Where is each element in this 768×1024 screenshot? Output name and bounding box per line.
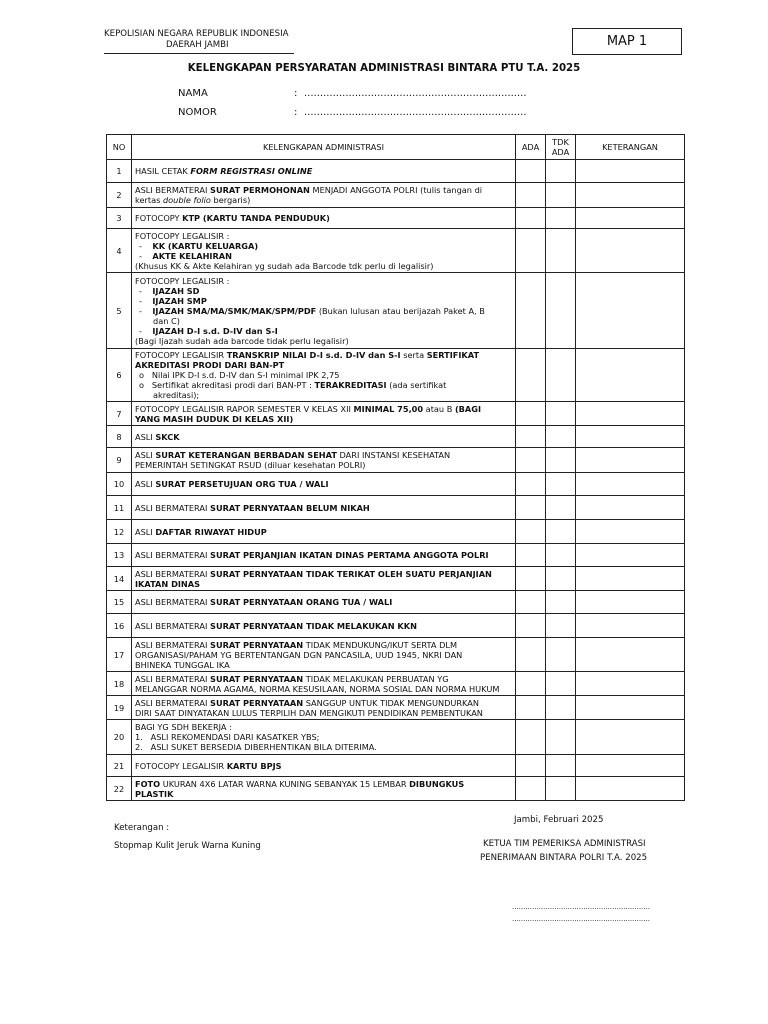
table-row (107, 544, 685, 567)
requirement-description (132, 544, 516, 567)
signature-line-name: .............................................................. (512, 903, 650, 911)
description-text: Sertifikat akreditasi prodi dari BAN-PT : (151, 380, 315, 390)
requirement-description (132, 448, 516, 473)
row-number: 7 (107, 402, 132, 426)
description-text: BAGI YG SDH BEKERJA : (135, 722, 232, 732)
keterangan-cell (576, 672, 685, 696)
description-text: TERAKREDITASI (314, 380, 387, 390)
requirement-description (132, 567, 516, 591)
organization-header (104, 29, 294, 51)
ada-checkbox-cell (516, 567, 546, 591)
description-line (135, 684, 512, 694)
signatory-title-1: KETUA TIM PEMERIKSA ADMINISTRASI (483, 839, 646, 849)
header-no: NO (107, 135, 132, 160)
description-text: ASLI BERMATERAI (135, 568, 211, 579)
description-text: PLASTIK (135, 788, 174, 799)
description-text: o (139, 370, 152, 380)
description-text: SURAT PERMOHONAN (210, 185, 310, 195)
note-label: Keterangan : (114, 823, 170, 833)
description-line (135, 569, 512, 579)
description-text: 2. ASLI SUKET BERSEDIA DIBERHENTIKAN BILA DITERIMA. (135, 742, 377, 752)
description-text: - (139, 285, 153, 296)
description-line (135, 779, 512, 789)
place-date: Jambi, Februari 2025 (514, 815, 604, 825)
table-row (107, 614, 685, 638)
table-row (107, 426, 685, 448)
row-number: 22 (107, 777, 132, 801)
tdk-ada-checkbox-cell (546, 777, 576, 801)
tdk-ada-checkbox-cell (546, 208, 576, 229)
description-line (135, 261, 512, 271)
tdk-ada-checkbox-cell (546, 696, 576, 720)
description-line (135, 640, 512, 650)
description-text: 1. ASLI REKOMENDASI DARI KASATKER YBS; (135, 732, 320, 742)
description-text: akreditasi); (153, 390, 200, 400)
keterangan-cell (576, 229, 685, 273)
description-line (135, 296, 512, 306)
table-row (107, 638, 685, 672)
row-number: 17 (107, 638, 132, 672)
name-dots: ...................................................................... (304, 88, 527, 99)
description-text: YANG MASIH DUDUK DI KELAS XII) (135, 413, 294, 424)
description-line (135, 660, 512, 670)
table-row (107, 720, 685, 755)
requirement-description (132, 720, 516, 755)
requirement-description (132, 208, 516, 229)
number-dots: ...................................................................... (304, 107, 527, 118)
note-text: Stopmap Kulit Jeruk Warna Kuning (114, 841, 261, 851)
keterangan-cell (576, 160, 685, 183)
keterangan-cell (576, 591, 685, 614)
ada-checkbox-cell (516, 160, 546, 183)
table-row (107, 567, 685, 591)
description-text: ASLI BERMATERAI (135, 185, 211, 195)
tdk-ada-checkbox-cell (546, 496, 576, 520)
description-text: dan C) (153, 315, 180, 326)
description-text: MELANGGAR NORMA AGAMA, NORMA KESUSILAAN, NORMA SOSIAL DAN NORMA HUKUM (135, 683, 500, 694)
description-text: SURAT PERNYATAAN (210, 697, 304, 708)
table-row (107, 672, 685, 696)
description-text: KTP (KARTU TANDA PENDUDUK) (182, 213, 330, 223)
keterangan-cell (576, 448, 685, 473)
description-text: MENJADI ANGGOTA POLRI (tulis tangan di (309, 185, 483, 195)
description-text: ASLI BERMATERAI (135, 597, 211, 607)
row-number: 9 (107, 448, 132, 473)
table-row (107, 208, 685, 229)
row-number: 10 (107, 473, 132, 496)
table-row (107, 496, 685, 520)
tdk-ada-checkbox-cell (546, 567, 576, 591)
description-text: ASLI BERMATERAI (135, 673, 211, 684)
ada-checkbox-cell (516, 426, 546, 448)
header-keterangan: KETERANGAN (576, 135, 685, 160)
description-text: ASLI (135, 479, 156, 489)
tdk-ada-checkbox-cell (546, 160, 576, 183)
description-text: FOTOCOPY (135, 213, 183, 223)
description-line (135, 370, 512, 380)
ada-checkbox-cell (516, 273, 546, 349)
description-text: ASLI BERMATERAI (135, 639, 211, 650)
number-label: NOMOR (178, 107, 217, 118)
description-text: ASLI (135, 526, 156, 537)
description-line (135, 241, 512, 251)
ada-checkbox-cell (516, 755, 546, 777)
name-label: NAMA (178, 88, 208, 99)
description-line (135, 166, 512, 176)
ada-checkbox-cell (516, 183, 546, 208)
table-row (107, 349, 685, 402)
description-text: - (139, 240, 153, 251)
number-colon: : (294, 107, 298, 118)
description-text: (Bagi Ijazah sudah ada barcode tidak perlu legalisir) (135, 335, 349, 346)
description-text: ASLI BERMATERAI (135, 697, 211, 708)
description-text: IJAZAH D-I s.d. D-IV dan S-I (152, 325, 278, 336)
description-text: IKATAN DINAS (135, 578, 201, 589)
ada-checkbox-cell (516, 672, 546, 696)
header-tdk-ada-2: ADA (551, 147, 570, 157)
description-text: SURAT PERNYATAAN ORANG TUA / WALI (210, 597, 393, 607)
description-text: TIDAK MELAKUKAN PERBUATAN YG (303, 673, 449, 684)
tdk-ada-checkbox-cell (546, 229, 576, 273)
description-text: MINIMAL 75,00 (353, 403, 424, 414)
description-line (135, 597, 512, 607)
header-ada: ADA (516, 135, 546, 160)
keterangan-cell (576, 183, 685, 208)
description-line (135, 650, 512, 660)
description-text: ASLI BERMATERAI (135, 502, 211, 513)
description-text: TIDAK MENDUKUNG/IKUT SERTA DLM (303, 639, 458, 650)
description-text: SANGGUP UNTUK TIDAK MENGUNDURKAN (303, 697, 480, 708)
description-text: serta (400, 350, 427, 360)
description-line (135, 380, 512, 390)
ada-checkbox-cell (516, 777, 546, 801)
keterangan-cell (576, 208, 685, 229)
table-row (107, 696, 685, 720)
description-line (135, 579, 512, 589)
table-row (107, 160, 685, 183)
table-row (107, 402, 685, 426)
description-line (135, 674, 512, 684)
description-text: SURAT PERNYATAAN (210, 673, 304, 684)
description-line (135, 708, 512, 718)
ada-checkbox-cell (516, 638, 546, 672)
tdk-ada-checkbox-cell (546, 614, 576, 638)
description-text: Nilai IPK D-I s.d. D-IV dan S-I minimal IPK 2,75 (151, 370, 340, 380)
row-number: 6 (107, 349, 132, 402)
table-row (107, 473, 685, 496)
description-text: FOTOCOPY LEGALISIR : (135, 275, 230, 286)
requirement-description (132, 496, 516, 520)
description-line (135, 306, 512, 316)
keterangan-cell (576, 720, 685, 755)
requirement-description (132, 638, 516, 672)
description-text: PEMERINTAH SETINGKAT RSUD (diluar kesehatan POLRI) (135, 460, 366, 470)
tdk-ada-checkbox-cell (546, 349, 576, 402)
requirement-description (132, 473, 516, 496)
requirement-description (132, 591, 516, 614)
ada-checkbox-cell (516, 496, 546, 520)
description-line (135, 722, 512, 732)
description-text: SURAT PERNYATAAN (210, 639, 304, 650)
ada-checkbox-cell (516, 720, 546, 755)
table-row (107, 591, 685, 614)
signature-line-rank: .............................................................. (512, 915, 650, 923)
tdk-ada-checkbox-cell (546, 638, 576, 672)
description-text: SERTIFIKAT (426, 350, 480, 360)
description-text: SURAT PERSETUJUAN ORG TUA / WALI (155, 479, 329, 489)
description-text: BHINEKA TUNGGAL IKA (135, 659, 230, 670)
number-field (178, 107, 558, 119)
description-text: ASLI BERMATERAI (135, 550, 211, 560)
requirement-description (132, 349, 516, 402)
row-number: 12 (107, 520, 132, 544)
keterangan-cell (576, 349, 685, 402)
ada-checkbox-cell (516, 696, 546, 720)
requirement-description (132, 755, 516, 777)
description-text: atau B (423, 403, 455, 414)
table-row (107, 755, 685, 777)
description-text: SURAT PERNYATAAN TIDAK MELAKUKAN KKN (210, 620, 417, 631)
document-title: KELENGKAPAN PERSYARATAN ADMINISTRASI BINTARA PTU T.A. 2025 (187, 63, 581, 74)
keterangan-cell (576, 426, 685, 448)
description-text: DAFTAR RIWAYAT HIDUP (155, 526, 267, 537)
description-line (135, 527, 512, 537)
row-number: 11 (107, 496, 132, 520)
signatory-title-2: PENERIMAAN BINTARA POLRI T.A. 2025 (480, 853, 648, 863)
description-text: IJAZAH SMP (152, 295, 207, 306)
keterangan-cell (576, 777, 685, 801)
header-item: KELENGKAPAN ADMINISTRASI (132, 135, 516, 160)
header-tdk: TDK (552, 137, 569, 147)
description-line (135, 251, 512, 261)
description-text: ASLI (135, 450, 156, 460)
description-line (135, 550, 512, 560)
description-line (135, 195, 512, 205)
description-text: (Bukan lulusan atau berijazah Paket A, B (316, 305, 485, 316)
description-line (135, 404, 512, 414)
description-text: FOTO (135, 778, 161, 789)
keterangan-cell (576, 520, 685, 544)
table-row (107, 183, 685, 208)
requirement-description (132, 160, 516, 183)
ada-checkbox-cell (516, 544, 546, 567)
table-row (107, 229, 685, 273)
tdk-ada-checkbox-cell (546, 544, 576, 567)
table-body (107, 160, 685, 801)
table-row (107, 777, 685, 801)
description-text: IJAZAH SD (152, 285, 200, 296)
tdk-ada-checkbox-cell (546, 473, 576, 496)
keterangan-cell (576, 273, 685, 349)
description-line (135, 742, 512, 752)
tdk-ada-checkbox-cell (546, 755, 576, 777)
row-number: 14 (107, 567, 132, 591)
description-text: ASLI BERMATERAI (135, 620, 211, 631)
row-number: 2 (107, 183, 132, 208)
header-tdk-ada (546, 135, 576, 160)
keterangan-cell (576, 696, 685, 720)
requirement-description (132, 273, 516, 349)
keterangan-cell (576, 402, 685, 426)
keterangan-cell (576, 638, 685, 672)
tdk-ada-checkbox-cell (546, 183, 576, 208)
table-row (107, 448, 685, 473)
tdk-ada-checkbox-cell (546, 672, 576, 696)
description-text: - (139, 305, 153, 316)
description-text: SKCK (155, 431, 180, 442)
description-text: SURAT KETERANGAN BERBADAN SEHAT (155, 450, 337, 460)
description-text: IJAZAH SMA/MA/SMK/MAK/SPM/PDF (152, 305, 317, 316)
keterangan-cell (576, 755, 685, 777)
ada-checkbox-cell (516, 208, 546, 229)
tdk-ada-checkbox-cell (546, 520, 576, 544)
description-text: FOTOCOPY LEGALISIR RAPOR SEMESTER V KELAS XII (135, 403, 354, 414)
description-text: FOTOCOPY LEGALISIR (135, 350, 227, 360)
requirement-description (132, 696, 516, 720)
description-text: double folio (162, 195, 211, 205)
row-number: 13 (107, 544, 132, 567)
description-text: KARTU BPJS (226, 760, 282, 771)
description-line (135, 390, 512, 400)
description-line (135, 621, 512, 631)
description-text: kertas (135, 195, 163, 205)
description-line (135, 732, 512, 742)
requirement-description (132, 672, 516, 696)
row-number: 16 (107, 614, 132, 638)
description-line (135, 761, 512, 771)
keterangan-cell (576, 567, 685, 591)
description-line (135, 360, 512, 370)
description-text: TRANSKRIP NILAI D-I s.d. D-IV dan S-I (226, 350, 401, 360)
description-text: HASIL CETAK (135, 166, 191, 176)
description-text: DIRI SAAT DINYATAKAN LULUS TERPILIH DAN MENGIKUTI PENDIDIKAN PEMBENTUKAN (135, 707, 483, 718)
ada-checkbox-cell (516, 520, 546, 544)
ada-checkbox-cell (516, 229, 546, 273)
description-text: UKURAN 4X6 LATAR WARNA KUNING SEBANYAK 15 LEMBAR (160, 778, 410, 789)
keterangan-cell (576, 544, 685, 567)
row-number: 4 (107, 229, 132, 273)
description-text: SURAT PERJANJIAN IKATAN DINAS PERTAMA ANGGOTA POLRI (210, 550, 489, 560)
description-text: (ada sertifikat (386, 380, 447, 390)
org-region: DAERAH JAMBI (166, 40, 229, 50)
table-header-row (107, 135, 685, 160)
description-line (135, 350, 512, 360)
description-text: FOTOCOPY LEGALISIR (135, 760, 227, 771)
description-line (135, 432, 512, 442)
ada-checkbox-cell (516, 473, 546, 496)
row-number: 21 (107, 755, 132, 777)
description-line (135, 479, 512, 489)
description-text: o (139, 380, 152, 390)
description-text: DARI INSTANSI KESEHATAN (336, 450, 451, 460)
row-number: 20 (107, 720, 132, 755)
description-text: - (139, 295, 153, 306)
requirement-description (132, 520, 516, 544)
description-line (135, 316, 512, 326)
row-number: 19 (107, 696, 132, 720)
row-number: 5 (107, 273, 132, 349)
description-line (135, 213, 512, 223)
keterangan-cell (576, 473, 685, 496)
description-line (135, 789, 512, 799)
description-text: AKTE KELAHIRAN (152, 250, 232, 261)
row-number: 3 (107, 208, 132, 229)
description-line (135, 276, 512, 286)
keterangan-cell (576, 496, 685, 520)
description-text: - (139, 250, 153, 261)
description-text: FORM REGISTRASI ONLINE (190, 166, 313, 176)
description-text: bergaris) (210, 195, 251, 205)
requirement-description (132, 183, 516, 208)
requirement-description (132, 777, 516, 801)
tdk-ada-checkbox-cell (546, 273, 576, 349)
description-text: ASLI (135, 431, 156, 442)
description-line (135, 231, 512, 241)
requirement-description (132, 229, 516, 273)
description-line (135, 286, 512, 296)
ada-checkbox-cell (516, 591, 546, 614)
description-text: AKREDITASI PRODI DARI BAN-PT (135, 360, 285, 370)
name-colon: : (294, 88, 298, 99)
description-line (135, 414, 512, 424)
description-text: DIBUNGKUS (409, 778, 465, 789)
keterangan-cell (576, 614, 685, 638)
map-label-box: MAP 1 (572, 28, 682, 55)
tdk-ada-checkbox-cell (546, 448, 576, 473)
description-line (135, 185, 512, 195)
requirement-description (132, 402, 516, 426)
org-name: KEPOLISIAN NEGARA REPUBLIK INDONESIA (104, 29, 289, 39)
description-text: KK (KARTU KELUARGA) (152, 240, 259, 251)
header-divider (104, 53, 294, 54)
row-number: 18 (107, 672, 132, 696)
description-text: ORGANISASI/PAHAM YG BERTENTANGAN DGN PANCASILA, UUD 1945, NKRI DAN (135, 649, 463, 660)
row-number: 1 (107, 160, 132, 183)
row-number: 8 (107, 426, 132, 448)
tdk-ada-checkbox-cell (546, 591, 576, 614)
table-row (107, 520, 685, 544)
description-line (135, 450, 512, 460)
name-field (178, 88, 558, 100)
row-number: 15 (107, 591, 132, 614)
description-line (135, 460, 512, 470)
description-line (135, 698, 512, 708)
description-text: FOTOCOPY LEGALISIR : (135, 230, 230, 241)
ada-checkbox-cell (516, 402, 546, 426)
ada-checkbox-cell (516, 349, 546, 402)
tdk-ada-checkbox-cell (546, 720, 576, 755)
table-row (107, 273, 685, 349)
description-text: (BAGI (454, 403, 482, 414)
description-text: SURAT PERNYATAAN TIDAK TERIKAT OLEH SUATU PERJANJIAN (210, 568, 492, 579)
tdk-ada-checkbox-cell (546, 426, 576, 448)
description-line (135, 503, 512, 513)
description-line (135, 336, 512, 346)
description-line (135, 326, 512, 336)
ada-checkbox-cell (516, 614, 546, 638)
requirements-table (106, 134, 685, 801)
description-text: - (139, 325, 153, 336)
tdk-ada-checkbox-cell (546, 402, 576, 426)
ada-checkbox-cell (516, 448, 546, 473)
description-text: SURAT PERNYATAAN BELUM NIKAH (210, 502, 370, 513)
requirement-description (132, 426, 516, 448)
description-text: (Khusus KK & Akte Kelahiran yg sudah ada Barcode tdk perlu di legalisir) (135, 260, 434, 271)
requirement-description (132, 614, 516, 638)
